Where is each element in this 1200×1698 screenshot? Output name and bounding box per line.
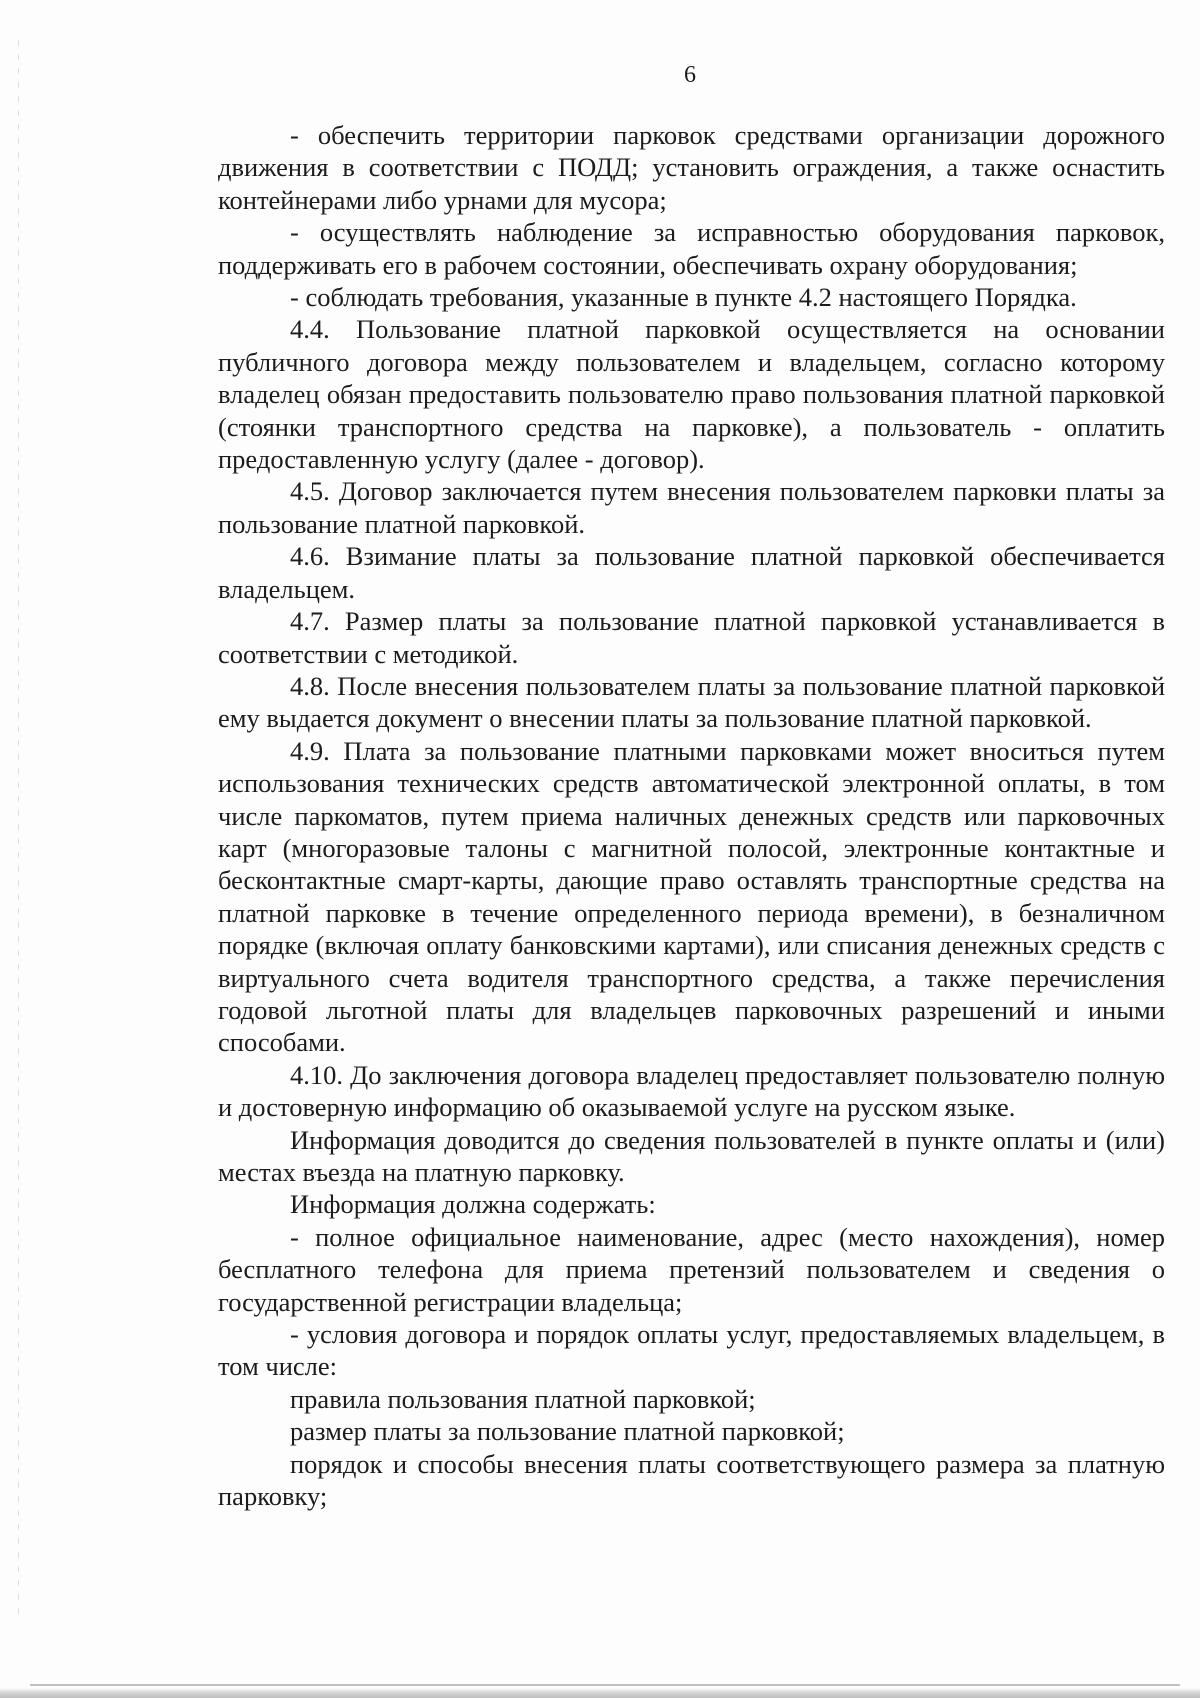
paragraph: - осуществлять наблюдение за исправностью оборудования парковок, поддерживать его в рабочем состоянии, обеспечивать охрану оборудования; bbox=[218, 217, 1165, 280]
paragraph-4-9: 4.9. Плата за пользование платными парковками может вноситься путем использования технических средств автоматической электронной оплаты, в том числе паркоматов, путем приема наличных денежных средств или парковочных карт (многоразовые талоны с магнитной полосой, электронные контактные и бесконтактные смарт-карты, дающие право оставлять транспортные средства на платной парковке в течение определенного периода времени), в безналичном порядке (включая оплату банковскими картами), или списания денежных средств с виртуального счета водителя транспортного средства, а также перечисления годовой льготной платы для владельцев парковочных разрешений и иными способами. bbox=[218, 735, 1165, 1058]
paragraph-4-4: 4.4. Пользование платной парковкой осуществляется на основании публичного договора между пользователем и владельцем, согласно которому владелец обязан предоставить пользователю право пользования платной парковкой (стоянки транспортного средства на парковке), а пользователь - оплатить предоставленную услугу (далее - договор). bbox=[218, 314, 1165, 475]
paragraph-4-6: 4.6. Взимание платы за пользование платной парковкой обеспечивается владельцем. bbox=[218, 541, 1165, 604]
document-body bbox=[218, 119, 1165, 1512]
scan-bottom-edge bbox=[0, 1688, 1200, 1698]
paragraph: - соблюдать требования, указанные в пункте 4.2 настоящего Порядка. bbox=[290, 282, 1077, 313]
paragraph: - обеспечить территории парковок средствами организации дорожного движения в соответствии с ПОДД; установить ограждения, а также оснастить контейнерами либо урнами для мусора; bbox=[218, 120, 1165, 215]
list-item: - полное официальное наименование, адрес (место нахождения), номер бесплатного телефона для приема претензий пользователем и сведения о государственной регистрации владельца; bbox=[218, 1221, 1165, 1317]
paragraph: Информация доводится до сведения пользователей в пункте оплаты и (или) местах въезда на платную парковку. bbox=[218, 1124, 1165, 1187]
paragraph: Информация должна содержать: bbox=[290, 1189, 656, 1220]
sub-list-item: размер платы за пользование платной парковкой; bbox=[290, 1416, 845, 1447]
scan-left-rule bbox=[18, 40, 19, 1620]
page-number: 6 bbox=[684, 62, 696, 88]
scan-bottom-line bbox=[30, 1684, 1180, 1686]
paragraph-4-5: 4.5. Договор заключается путем внесения пользователем парковки платы за пользование платной парковкой. bbox=[218, 476, 1165, 539]
list-item: - условия договора и порядок оплаты услуг, предоставляемых владельцем, в том числе: bbox=[218, 1319, 1165, 1382]
sub-list-item: правила пользования платной парковкой; bbox=[290, 1383, 756, 1414]
sub-list-item: порядок и способы внесения платы соответствующего размера за платную парковку; bbox=[218, 1448, 1165, 1512]
paragraph-4-7: 4.7. Размер платы за пользование платной парковкой устанавливается в соответствии с методикой. bbox=[218, 606, 1165, 669]
paragraph-4-10: 4.10. До заключения договора владелец предоставляет пользователю полную и достоверную информацию об оказываемой услуге на русском языке. bbox=[218, 1059, 1165, 1123]
paragraph-4-8: 4.8. После внесения пользователем платы за пользование платной парковкой ему выдается документ о внесении платы за пользование платной парковкой. bbox=[218, 670, 1165, 734]
